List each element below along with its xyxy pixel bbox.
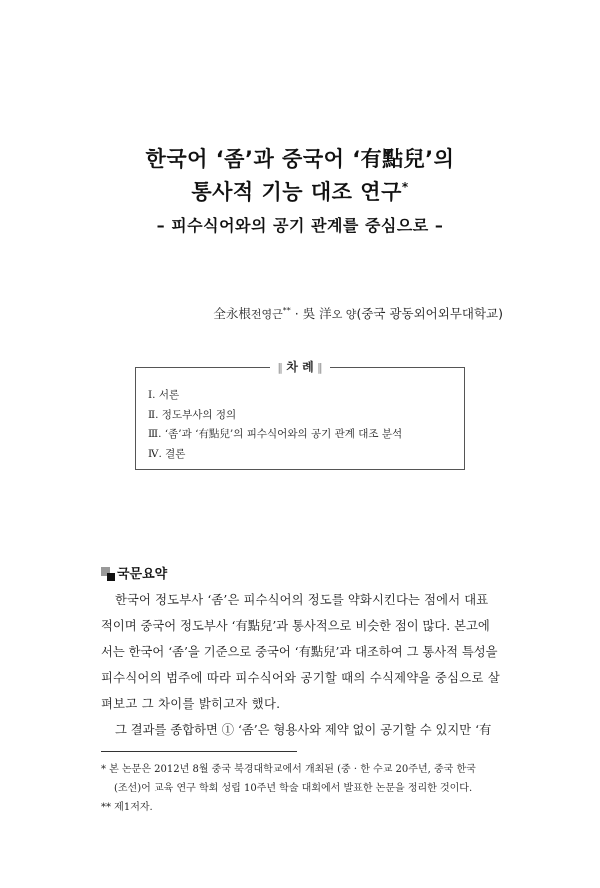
title-line2-text: 통사적 기능 대조 연구: [191, 180, 402, 204]
heading-square-black-icon: [107, 573, 115, 581]
abstract-line-3: 서는 한국어 ‘좀’을 기준으로 중국어 ‘有點兒’과 대조하여 그 통사적 특성을: [101, 645, 498, 659]
footnote-divider: [101, 751, 297, 752]
author1-footnote-mark: **: [282, 305, 291, 315]
footnote-1-line-2: (조선)어 교육 연구 학회 성립 10주년 학술 대회에서 발표한 논문을 정리한 것이다.: [114, 783, 473, 794]
abstract-line-5: 펴보고 그 차이를 밝히고자 했다.: [101, 697, 281, 711]
toc-list: [148, 386, 402, 464]
toc-label-text: 차 례: [286, 360, 314, 374]
author-affiliation: (중국 광동외어외무대학교): [356, 306, 503, 321]
abstract-line-4: 피수식어의 범주에 따라 피수식어와 공기할 때의 수식제약을 중심으로 살: [101, 671, 501, 685]
toc-item-4[interactable]: Ⅳ. 결론: [148, 447, 186, 460]
paper-subtitle: – 피수식어와의 공기 관계를 중심으로 –: [156, 216, 444, 235]
toc-item-2[interactable]: Ⅱ. 정도부사의 정의: [148, 408, 237, 421]
author2-name: 吳 洋: [302, 306, 332, 321]
author2-reading: 오 양: [331, 308, 357, 321]
toc-bars-left-icon: ‖: [277, 361, 287, 374]
abstract-line-1: 한국어 정도부사 ‘좀’은 피수식어의 정도를 약화시킨다는 점에서 대표: [115, 593, 489, 607]
author1-name: 全永根: [213, 306, 251, 321]
abstract-line-6: 그 결과를 종합하면 ① ‘좀’은 형용사와 제약 없이 공기할 수 있지만 ‘有: [115, 723, 492, 737]
toc-bars-right-icon: ‖: [313, 361, 323, 374]
toc-item-1[interactable]: Ⅰ. 서론: [148, 389, 180, 401]
author1-reading: 전영근: [250, 308, 283, 321]
paper-title-line2: [0, 176, 600, 206]
abstract-line-2: 적이며 중국어 정도부사 ‘有點兒’과 통사적으로 비슷한 점이 많다. 본고에: [101, 619, 490, 633]
abstract-heading-text: 국문요약: [117, 567, 168, 582]
author-line: [213, 304, 503, 322]
footnote-1-line-1: * 본 논문은 2012년 8월 중국 북경대학교에서 개최된 (중 · 한 수교 20주년, 중국 한국: [101, 764, 476, 775]
toc-item-3[interactable]: Ⅲ. ‘좀’과 ‘有點兒’의 피수식어와의 공기 관계 대조 분석: [148, 428, 403, 440]
title-footnote-mark: *: [401, 180, 409, 194]
footnote-2: ** 제1저자.: [101, 802, 153, 813]
author-separator: ·: [290, 306, 303, 321]
paper-title-line1: 한국어 ‘좀’과 중국어 ‘有點兒’의: [145, 147, 455, 171]
toc-label: [270, 357, 330, 377]
